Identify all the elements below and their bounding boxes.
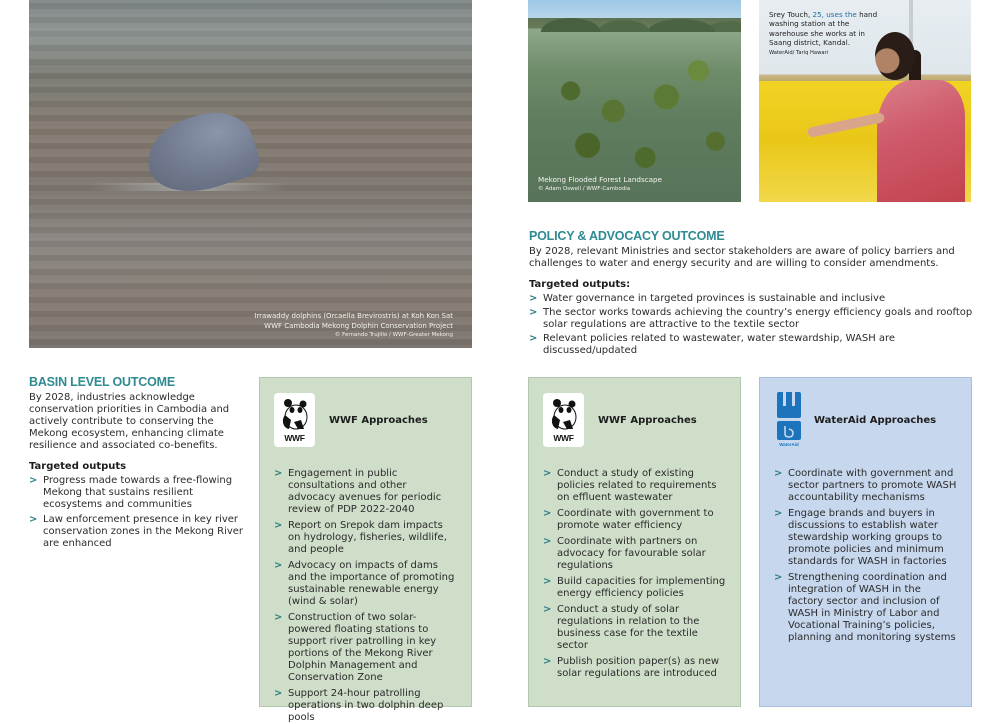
list-item-text: Coordinate with government to promote water efficiency <box>557 508 714 531</box>
photo-credit: © Adam Oswell / WWF-Cambodia <box>538 186 631 192</box>
wwf-approaches-panel <box>259 377 472 723</box>
list-item <box>274 612 457 684</box>
chevron-right-icon: > <box>274 688 283 699</box>
mountains <box>528 6 741 32</box>
list-item <box>274 468 457 516</box>
list-item <box>543 468 726 504</box>
list-item <box>543 604 726 652</box>
chevron-right-icon: > <box>774 572 783 583</box>
panel-header <box>543 392 726 448</box>
section-heading: POLICY & ADVOCACY OUTCOME <box>529 229 725 243</box>
chevron-right-icon: > <box>543 576 552 587</box>
list-item-text: Construction of two solar-powered floating stations to support river patrolling in key portions of the Mekong River Dolphin Management and Conservation Zone <box>288 612 437 683</box>
chevron-right-icon: > <box>529 293 538 304</box>
wwf-panda-logo <box>543 393 584 447</box>
list-item <box>529 293 979 305</box>
targeted-outputs-list <box>29 475 244 550</box>
approaches-list <box>774 468 957 644</box>
chevron-right-icon: > <box>274 520 283 531</box>
chevron-right-icon: > <box>543 604 552 615</box>
chevron-right-icon: > <box>774 508 783 519</box>
targeted-outputs-heading: Targeted outputs: <box>529 279 631 290</box>
wateraid-logo-text: WaterAid <box>779 442 799 447</box>
caption-line: Mekong Flooded Forest Landscape <box>538 175 663 184</box>
list-item-text: Build capacities for implementing energy efficiency policies <box>557 576 726 599</box>
chevron-right-icon: > <box>543 536 552 547</box>
list-item-text: Engagement in public consultations and other advocacy avenues for periodic review of PDP 2022-2040 <box>288 468 442 515</box>
list-item <box>274 520 457 556</box>
wwf-logo-text: WWF <box>284 433 305 443</box>
list-item <box>543 536 726 572</box>
list-item-text: Relevant policies related to wastewater, water stewardship, WASH are discussed/updated <box>543 333 896 356</box>
list-item-text: Law enforcement presence in key river conservation zones in the Mekong River are enhanced <box>43 514 244 549</box>
chevron-right-icon: > <box>274 468 283 479</box>
list-item <box>529 307 979 331</box>
panel-title: WWF Approaches <box>598 414 697 426</box>
list-item-text: The sector works towards achieving the country’s energy efficiency goals and rooftop solar regulations are attractive to the textile sector <box>543 307 973 330</box>
chevron-right-icon: > <box>543 656 552 667</box>
dolphin-photo-caption <box>254 311 453 340</box>
approaches-list <box>274 468 457 724</box>
chevron-right-icon: > <box>529 333 538 344</box>
list-item-text: Water governance in targeted provinces is sustainable and inclusive <box>543 293 886 304</box>
caption-part: hand washing station at the warehouse she works at in Saang district, Kandal. <box>769 10 878 48</box>
panda-icon <box>548 398 579 430</box>
list-item <box>774 508 957 568</box>
list-item-text: Report on Srepok dam impacts on hydrology, fisheries, wildlife, and people <box>288 520 447 555</box>
panel-title: WaterAid Approaches <box>814 414 937 426</box>
list-item <box>543 508 726 532</box>
wateraid-drop-icon <box>776 392 802 448</box>
dolphin-photo <box>29 0 472 348</box>
chevron-right-icon: > <box>774 468 783 479</box>
chevron-right-icon: > <box>29 514 38 525</box>
hand-washing-photo <box>759 0 971 202</box>
list-item-text: Progress made towards a free-flowing Mekong that sustains resilient ecosystems and communities <box>43 475 233 510</box>
caption-part: Srey Touch, <box>769 10 813 19</box>
chevron-right-icon: > <box>29 475 38 486</box>
person <box>877 80 965 202</box>
list-item <box>774 468 957 504</box>
list-item-text: Coordinate with partners on advocacy for favourable solar regulations <box>557 536 706 571</box>
panda-icon <box>279 398 310 430</box>
list-item-text: Publish position paper(s) as new solar regulations are introduced <box>557 656 720 679</box>
list-item <box>274 560 457 608</box>
panel-title: WWF Approaches <box>329 414 428 426</box>
panel-header <box>774 392 957 448</box>
list-item <box>29 475 244 511</box>
list-item-text: Coordinate with government and sector partners to promote WASH accountability mechanisms <box>788 468 957 503</box>
list-item <box>774 572 957 644</box>
forest-photo-caption <box>538 174 662 194</box>
chevron-right-icon: > <box>274 612 283 623</box>
caption-line: WWF Cambodia Mekong Dolphin Conservation Project <box>264 322 453 330</box>
caption-text <box>769 10 879 48</box>
list-item <box>29 514 244 550</box>
list-item <box>274 688 457 724</box>
list-item-text: Support 24-hour patrolling operations in two dolphin deep pools <box>288 688 444 723</box>
wateraid-approaches-panel <box>759 377 972 707</box>
photo-credit: © Fernando Trujillo / WWF-Greater Mekong <box>334 332 453 338</box>
outcome-description: By 2028, relevant Ministries and sector stakeholders are aware of policy barriers and challenges to water and energy security and are willing to consider amendments. <box>529 246 955 269</box>
list-item <box>543 656 726 680</box>
wateraid-logo <box>774 392 804 448</box>
targeted-outputs-heading: Targeted outputs <box>29 461 127 472</box>
photo-credit: WaterAid/ Tariq Hawari <box>769 49 829 56</box>
panel-header <box>274 392 457 448</box>
outcome-description: By 2028, industries acknowledge conservation priorities in Cambodia and actively contribute to conserving the Mekong ecosystem, enhancing climate resilience and associated co-benefits. <box>29 392 230 451</box>
approaches-list <box>543 468 726 680</box>
caption-line: Irrawaddy dolphins (Orcaella Brevirostris) at Koh Kon Sat <box>254 312 453 320</box>
person-head <box>875 32 915 80</box>
list-item <box>543 576 726 600</box>
list-item-text: Advocacy on impacts of dams and the importance of promoting sustainable renewable energy (wind & solar) <box>288 560 455 607</box>
wwf-logo-text: WWF <box>553 433 574 443</box>
list-item-text: Conduct a study of solar regulations in relation to the business case for the textile sector <box>557 604 700 651</box>
wwf-approaches-panel <box>528 377 741 707</box>
chevron-right-icon: > <box>543 468 552 479</box>
flooded-forest-photo <box>528 0 741 202</box>
list-item-text: Engage brands and buyers in discussions to establish water stewardship working groups to promote policies and minimum standards for WASH in factories <box>788 508 947 567</box>
section-heading: BASIN LEVEL OUTCOME <box>29 375 175 389</box>
chevron-right-icon: > <box>274 560 283 571</box>
list-item-text: Conduct a study of existing policies related to requirements on effluent wastewater <box>557 468 717 503</box>
wwf-panda-logo <box>274 393 315 447</box>
chevron-right-icon: > <box>543 508 552 519</box>
caption-highlight: 25, uses the <box>812 10 857 19</box>
policy-advocacy-section <box>529 229 979 359</box>
basin-level-section <box>29 375 244 553</box>
chevron-right-icon: > <box>529 307 538 318</box>
targeted-outputs-list <box>529 293 979 357</box>
wash-photo-caption <box>769 10 879 58</box>
list-item-text: Strengthening coordination and integration of WASH in the factory sector and inclusion of WASH in Ministry of Labor and Vocational Training’s policies, planning and monitoring systems <box>788 572 956 643</box>
list-item <box>529 333 979 357</box>
person-arm <box>807 112 885 138</box>
